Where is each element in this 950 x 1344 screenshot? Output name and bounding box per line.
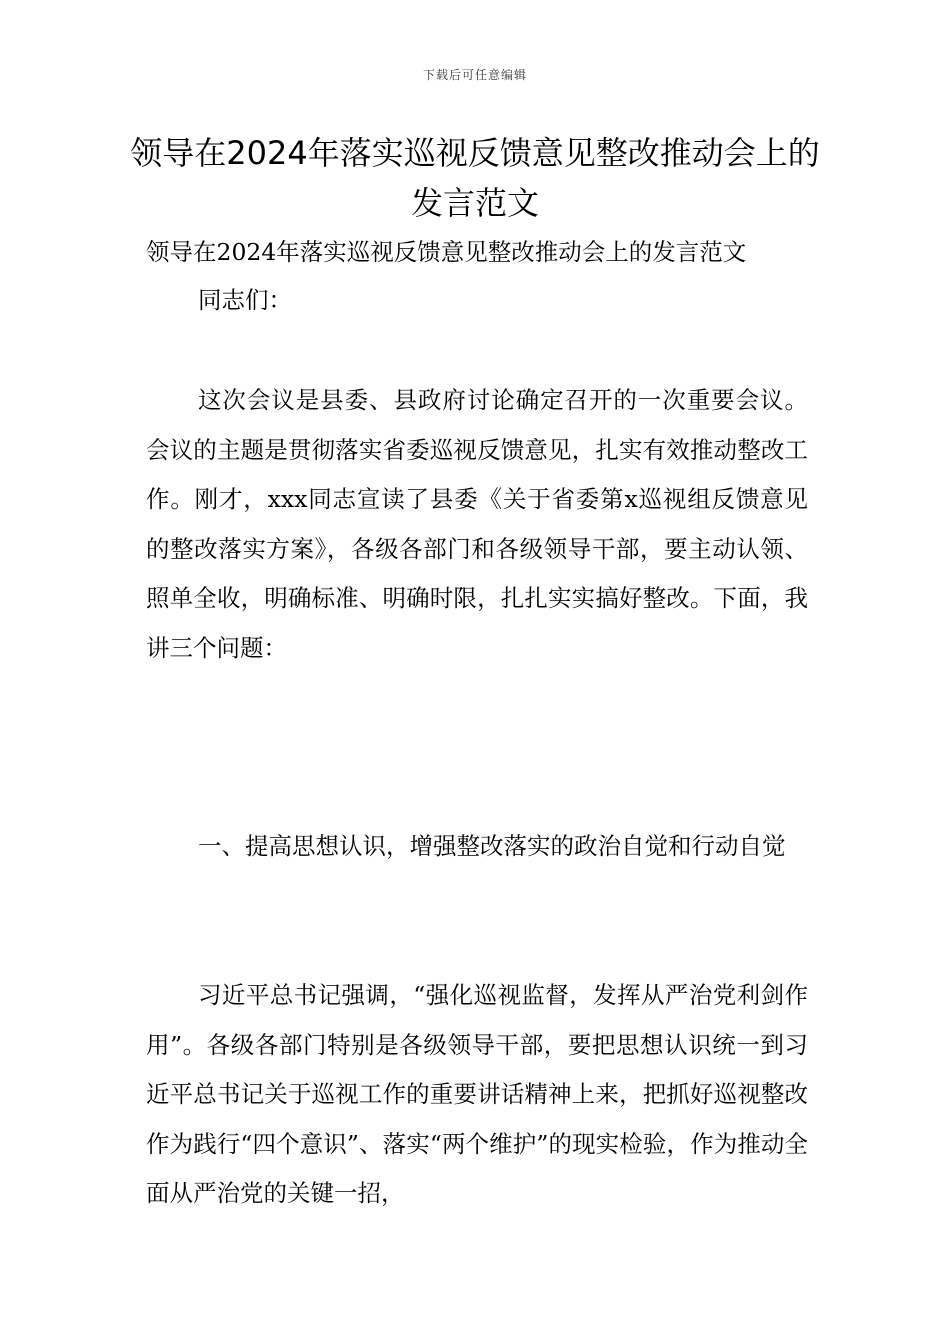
paragraph-section-1: 习近平总书记强调，“强化巡视监督，发挥从严治党利剑作用”。各级各部门特别是各级领导干部，要把思想认识统一到习近平总书记关于巡视工作的重要讲话精神上来，把抓好巡视整改作为践行“四个意识”、落实“两个维护”的现实检验，作为推动全面从严治党的关键一招， [146,981,808,1207]
paragraph-intro: 这次会议是县委、县政府讨论确定召开的一次重要会议。会议的主题是贯彻落实省委巡视反馈意见，扎实有效推动整改工作。刚才，xxx同志宣读了县委《关于省委第x巡视组反馈意见的整改落实方案》，各级各部门和各级领导干部，要主动认领、照单全收，明确标准、明确时限，扎扎实实搞好整改。下面，我讲三个问题： [146,386,808,662]
salutation: 同志们： [198,286,292,314]
header-note: 下载后可任意编辑 [422,68,527,82]
document-subtitle: 领导在2024年落实巡视反馈意见整改推动会上的发言范文 [146,238,747,266]
section-heading-1: 一、提高思想认识，增强整改落实的政治自觉和行动自觉 [198,832,786,860]
document-title: 领导在2024年落实巡视反馈意见整改推动会上的发言范文 [130,134,820,222]
